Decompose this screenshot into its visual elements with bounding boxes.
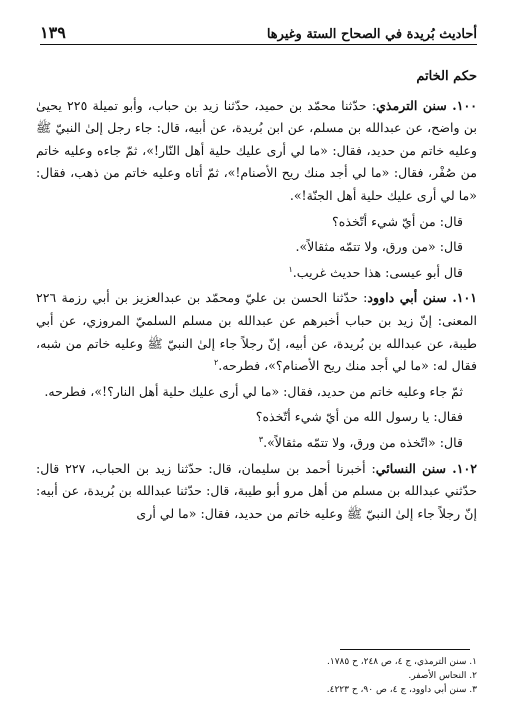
hadith-100-answer: قال: «من ورق، ولا تتمّه مثقالاً». — [295, 239, 463, 255]
footnote-1: ١. سنن الترمذي، ج ٤، ص ٢٤٨، ح ١٧٨٥. — [326, 657, 477, 667]
hadith-100 — [36, 95, 477, 208]
hadith-101-line-answer — [36, 432, 477, 455]
hadith-101-line-question — [36, 406, 477, 429]
footnote-rule — [340, 649, 470, 650]
footnote-2: ٢. النحاس الأصفر. — [408, 671, 477, 681]
hadith-101-iron: ثمّ جاء وعليه خاتم من حديد، فقال: «ما لي أرى عليك حلية أهل النار؟!»، فطرحه. — [44, 383, 463, 399]
hadith-101-answer: قال: «اتّخذه من ورق، ولا تتمّه مثقالاً». — [263, 434, 463, 450]
hadith-101-source: ١٠١. سنن أبي داوود — [367, 290, 478, 306]
hadith-100-question: قال: من أيّ شيء أتّخذه؟ — [332, 213, 463, 229]
footnote-ref-3[interactable]: ٣ — [258, 434, 264, 444]
hadith-102 — [36, 458, 477, 526]
hadith-100-source: ١٠٠. سنن الترمذي — [376, 97, 477, 113]
hadith-100-grading: قال أبو عيسى: هذا حديث غريب. — [292, 264, 463, 280]
hadith-100-line-answer — [36, 236, 477, 259]
footnote-ref-1[interactable]: ١ — [288, 264, 293, 274]
footnote-3: ٣. سنن أبي داوود، ج ٤، ص ٩٠، ح ٤٢٢٣. — [326, 685, 477, 695]
footnote-ref-2[interactable]: ٢ — [213, 357, 219, 367]
running-title: أحاديث بُريدة في الصحاح الستة وغيرها — [266, 27, 477, 42]
section-title: حكم الخاتم — [416, 69, 477, 84]
running-header — [40, 18, 477, 42]
hadith-100-line-grading — [36, 262, 477, 285]
hadith-101-question: فقال: يا رسول الله من أيّ شيء أتّخذه؟ — [255, 409, 463, 425]
hadith-100-line-question — [36, 211, 477, 234]
page-number: ١٣٩ — [40, 23, 66, 42]
footnotes — [40, 655, 477, 697]
header-rule — [40, 44, 477, 45]
hadith-101 — [36, 287, 477, 377]
hadith-101-text: : حدّثنا الحسن بن عليّ ومحمّد بن عبدالعزيز بن أبي رزمة ٢٢٦ المعنى: إنّ زيد بن حباب أخبرهم عن عبدالله بن مسلم السلميّ المروزي، عن أبي طيبة، عن عبدالله بن بُريدة، عن أبيه، إنّ رجلاً جاء إلىٰ النبيّ ﷺ وعليه خاتم من شبه، فقال له: «ما لي أجد منك ريح الأصنام؟»، فطرحه. — [36, 290, 477, 374]
hadith-102-text: : أخبرنا أحمد بن سليمان، قال: حدّثنا زيد بن الحباب، ٢٢٧ قال: حدّثني عبدالله بن مسلم من أهل مرو أبو طيبة، قال: حدّثنا عبدالله بن بُريدة، عن أبيه: إنّ رجلاً جاء إلىٰ النبيّ ﷺ وعليه خاتم من حديد، فقال: «ما لي أرى — [36, 460, 477, 521]
hadith-102-source: ١٠٢. سنن النسائي — [375, 460, 477, 476]
hadith-101-line-iron — [36, 381, 477, 404]
hadith-100-text: : حدّثنا محمّد بن حميد، حدّثنا زيد بن حباب، وأبو تميلة ٢٢٥ يحيىٰ بن واضح، عن عبدالله بن مسلم، عن ابن بُريدة، عن أبيه، قال: جاء رجل إلىٰ النبيّ ﷺ وعليه خاتم من حديد، فقال: «ما لي أرى عليك حلية أهل النّار!»، ثمّ جاءه وعليه خاتم من صُفْر، فقال: «ما لي أجد منك ريح الأصنام!»، ثمّ أتاه وعليه خاتم من ذهب، فقال: «ما لي أرى عليك حلية أهل الجنّة!». — [36, 97, 477, 203]
main-text — [36, 66, 477, 525]
